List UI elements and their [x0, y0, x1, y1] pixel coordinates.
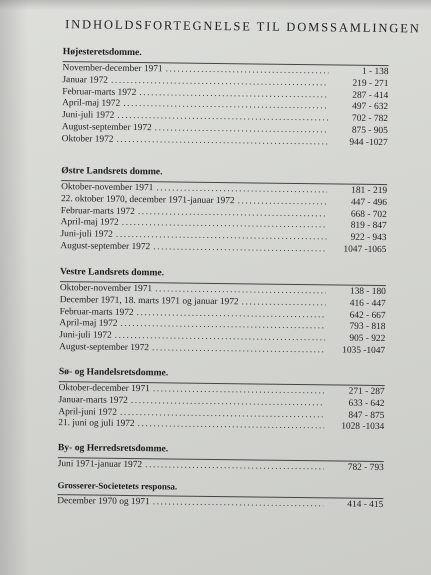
- section-heading: Vestre Landsrets domme.: [60, 266, 165, 279]
- entry-page-range: 1047 -1065: [343, 244, 387, 256]
- entry-period: Oktober-november 1971: [61, 182, 154, 194]
- entry-period: April-maj 1972: [60, 217, 119, 229]
- section-so-handelsret: [58, 365, 385, 434]
- section-hojesteret: [62, 45, 389, 150]
- entry-period: Oktober 1972: [61, 133, 114, 145]
- entry-page-range: 819 - 847: [350, 221, 387, 232]
- entry-period: Januar 1972: [62, 74, 109, 86]
- entry-page-range: 702 - 782: [351, 113, 389, 125]
- section-vestre-landsret: [59, 265, 386, 358]
- entry-period: 21. juni og juli 1972: [58, 418, 135, 430]
- section-by-herredsret: [58, 441, 384, 475]
- entry-period: Juni-juli 1972: [59, 330, 112, 341]
- entry-page-range: 922 - 943: [350, 232, 387, 244]
- section-heading: Højesteretsdomme.: [62, 46, 142, 59]
- entry-page-range: 782 - 793: [347, 462, 384, 474]
- entry-period: Oktober-november 1971: [59, 283, 153, 295]
- section-grosserer-societetet: [57, 478, 383, 512]
- entry-list: [59, 281, 386, 358]
- entry-list: [62, 61, 389, 150]
- entry-page-range: 1 - 138: [361, 66, 389, 78]
- toc-entry: [58, 459, 384, 475]
- entry-page-range: 642 - 667: [349, 310, 386, 321]
- section-heading: Sø- og Handelsretsdomme.: [58, 366, 169, 379]
- page-title: INDHOLDSFORTEGNELSE TIL DOMSSAMLINGEN: [65, 17, 421, 36]
- entry-period: Juni-juli 1972: [61, 110, 115, 121]
- entry-period: 22. oktober 1970, december 1971-januar 1972: [60, 193, 235, 207]
- dot-leader: [238, 196, 327, 209]
- entry-period: Oktober-december 1971: [58, 383, 150, 395]
- dot-leader: [145, 460, 324, 474]
- entry-period: April-juni 1972: [58, 406, 118, 418]
- entry-page-range: 497 - 632: [352, 102, 389, 113]
- entry-period: Februar-marts 1972: [62, 86, 137, 98]
- entry-page-range: 414 - 415: [347, 499, 384, 511]
- entry-page-range: 875 - 905: [351, 125, 388, 137]
- entry-page-range: 944 -1027: [349, 137, 388, 148]
- entry-period: December 1970 og 1971: [57, 496, 150, 508]
- entry-page-range: 905 - 922: [349, 333, 386, 345]
- entry-period: Februar-marts 1972: [59, 306, 134, 318]
- entry-list: [60, 180, 387, 257]
- entry-list: [57, 494, 383, 512]
- toc-entry: [57, 496, 383, 512]
- entry-page-range: 271 - 287: [348, 386, 385, 398]
- dot-leader: [152, 343, 325, 357]
- dot-leader: [153, 242, 326, 256]
- entry-period: November-december 1971: [62, 63, 163, 75]
- entry-period: Januar-marts 1972: [58, 394, 128, 406]
- entry-page-range: 668 - 702: [350, 209, 387, 220]
- section-ostre-landsret: [60, 164, 387, 257]
- section-heading: Østre Landsrets domme.: [61, 165, 163, 178]
- entry-period: Juni 1971-januar 1972: [57, 459, 143, 471]
- dot-leader: [137, 419, 324, 433]
- entry-period: August-september 1972: [61, 122, 152, 134]
- entry-list: [58, 381, 385, 434]
- entry-period: April-maj 1972: [62, 98, 121, 110]
- entry-period: Februar-marts 1972: [60, 205, 135, 217]
- entry-page-range: 633 - 642: [348, 398, 385, 409]
- entry-page-range: 793 - 818: [349, 322, 386, 333]
- entry-period: August-september 1972: [60, 241, 151, 253]
- entry-period: Juni-juli 1972: [60, 229, 113, 240]
- entry-list: [58, 457, 384, 475]
- entry-period: December 1971, 18. marts 1971 og januar 1972: [59, 294, 239, 308]
- entry-page-range: 181 - 219: [351, 185, 388, 197]
- section-heading: Grosserer-Societetets responsa.: [57, 480, 178, 492]
- dot-leader: [153, 497, 324, 511]
- section-heading: By- og Herredsretsdomme.: [57, 442, 169, 455]
- entry-period: August-september 1972: [59, 342, 150, 354]
- entry-page-range: 416 - 447: [349, 298, 386, 309]
- entry-page-range: 219 - 271: [352, 78, 389, 89]
- entry-page-range: 138 - 180: [349, 286, 386, 298]
- entry-page-range: 287 - 414: [352, 90, 389, 101]
- entry-page-range: 1035 -1047: [342, 345, 386, 357]
- entry-period: April-maj 1972: [59, 318, 118, 330]
- dot-leader: [116, 135, 327, 149]
- entry-page-range: 1028 -1034: [341, 421, 385, 433]
- dot-leader: [242, 297, 326, 310]
- entry-page-range: 847 - 875: [348, 410, 385, 421]
- entry-page-range: 447 - 496: [350, 197, 388, 208]
